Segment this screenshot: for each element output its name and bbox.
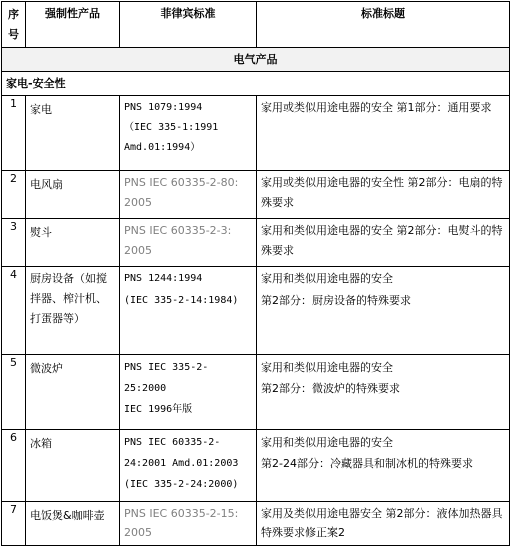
subsection-title: 家电-安全性 bbox=[2, 72, 510, 96]
row-standard: PNS IEC 335-2- 25:2000 IEC 1996年版 bbox=[120, 355, 257, 430]
table-row bbox=[2, 430, 510, 502]
table-row bbox=[2, 171, 510, 219]
row-number: 1 bbox=[2, 96, 26, 171]
table-row bbox=[2, 96, 510, 171]
header-standard: 菲律宾标准 bbox=[120, 2, 257, 48]
row-title: 家用和类似用途电器的安全 第2部分：电熨斗的特殊要求 bbox=[257, 219, 510, 267]
row-standard: PNS IEC 60335-2-80: 2005 bbox=[120, 171, 257, 219]
table-row bbox=[2, 219, 510, 267]
row-standard: PNS IEC 60335-2-3: 2005 bbox=[120, 219, 257, 267]
row-number: 3 bbox=[2, 219, 26, 267]
header-product: 强制性产品 bbox=[26, 2, 120, 48]
row-product: 微波炉 bbox=[26, 355, 120, 430]
row-product: 电风扇 bbox=[26, 171, 120, 219]
header-no: 序 号 bbox=[2, 2, 26, 48]
section-title: 电气产品 bbox=[2, 48, 510, 72]
row-number: 4 bbox=[2, 267, 26, 355]
table-row bbox=[2, 267, 510, 355]
row-number: 6 bbox=[2, 430, 26, 502]
row-title: 家用和类似用途电器的安全 第2部分：厨房设备的特殊要求 bbox=[257, 267, 510, 355]
row-title: 家用和类似用途电器的安全 第2-24部分：冷藏器具和制冰机的特殊要求 bbox=[257, 430, 510, 502]
row-number: 5 bbox=[2, 355, 26, 430]
row-product: 冰箱 bbox=[26, 430, 120, 502]
row-product: 熨斗 bbox=[26, 219, 120, 267]
table-row bbox=[2, 502, 510, 546]
row-standard: PNS 1244:1994 (IEC 335-2-14:1984) bbox=[120, 267, 257, 355]
standards-table bbox=[1, 1, 510, 546]
row-standard: PNS 1079:1994 （IEC 335-1:1991 Amd.01:1994） bbox=[120, 96, 257, 171]
row-title: 家用或类似用途电器的安全 第1部分：通用要求 bbox=[257, 96, 510, 171]
row-title: 家用和类似用途电器的安全 第2部分：微波炉的特殊要求 bbox=[257, 355, 510, 430]
row-product: 家电 bbox=[26, 96, 120, 171]
header-row bbox=[2, 2, 510, 48]
row-title: 家用或类似用途电器的安全性 第2部分：电扇的特殊要求 bbox=[257, 171, 510, 219]
header-title: 标准标题 bbox=[257, 2, 510, 48]
row-number: 7 bbox=[2, 502, 26, 546]
row-title: 家用及类似用途电器安全 第2部分：液体加热器具特殊要求修正案2 bbox=[257, 502, 510, 546]
row-number: 2 bbox=[2, 171, 26, 219]
row-standard: PNS IEC 60335-2-15: 2005 bbox=[120, 502, 257, 546]
table-row bbox=[2, 355, 510, 430]
row-product: 电饭煲&咖啡壶 bbox=[26, 502, 120, 546]
section-row bbox=[2, 48, 510, 72]
subsection-row bbox=[2, 72, 510, 96]
row-standard: PNS IEC 60335-2- 24:2001 Amd.01:2003 (IEC 335-2-24:2000) bbox=[120, 430, 257, 502]
row-product: 厨房设备（如搅拌器、榨汁机、打蛋器等） bbox=[26, 267, 120, 355]
